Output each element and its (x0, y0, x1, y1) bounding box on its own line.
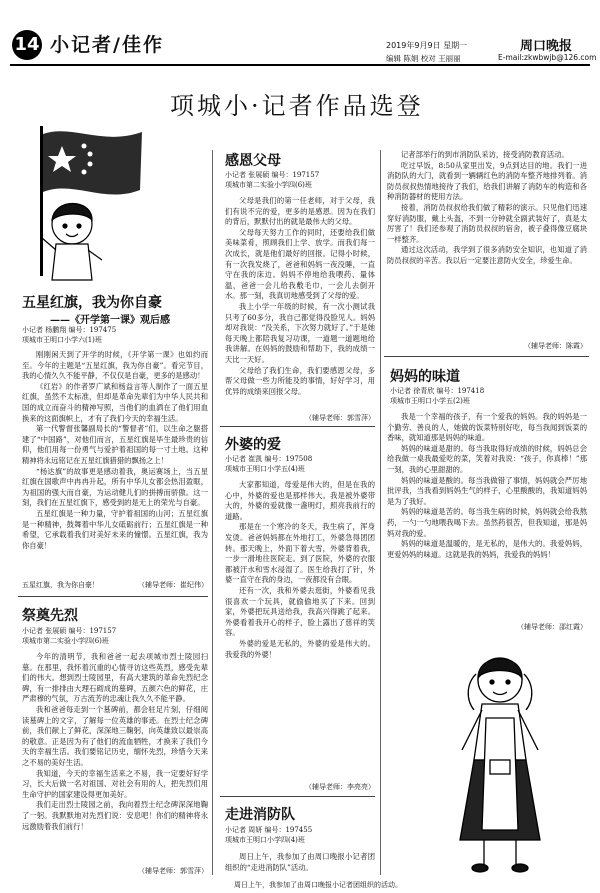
article-author: 小记者 张展硕 编号：197157 (22, 627, 117, 635)
paragraph: “杨达旗”的故事更是感动着我，奥运赛场上，当五星红旗在国歌声中冉冉升起，所有中华儿女都会热泪盈眶，为祖国的强大而自豪，为运动健儿们的拼搏而骄傲。这一刻，我们在五星红旗下，感受到的是无上的荣光与自豪。 (22, 466, 208, 508)
article-title: 走进消防队 (225, 807, 295, 823)
paragraph: 通过这次活动，我学到了很多消防安全知识，也知道了消防员叔叔的辛苦。我以后一定要注意防火安全，珍爱生命。 (387, 245, 587, 265)
paragraph: 大家都知道，母爱是伟大的，但是在我的心中，外婆的爱也是那样伟大。我是被外婆带大的，外婆的爱就像一盏明灯，照亮我前行的道路。 (225, 480, 375, 521)
issue-date: 2019年9月9日 星期一 (386, 41, 468, 50)
article-separator (384, 356, 589, 357)
paragraph: 妈妈的味道是酸的。每当我做错了事情，妈妈就会严厉地批评我，当我看到妈妈生气的样子，心里酸酸的，我知道妈妈是为了我好。 (387, 475, 587, 506)
section-title: 小记者/佳作 (50, 34, 164, 56)
article-body (225, 480, 375, 780)
paragraph: 父母是我们的第一任老师，对于父母，我们有说不完的爱，更多的是感恩。因为在我们的背后，默默付出的就是最伟大的父母。 (225, 196, 375, 227)
article-author: 小记者 周妍 编号：197455 (225, 826, 313, 834)
article-school: 项城市第二实验小学四(6)班 (225, 181, 312, 189)
article-body (22, 350, 208, 577)
advisor-note: （辅导老师：郭雪萍） (138, 867, 208, 875)
apron-girl-illustration (440, 640, 560, 875)
girl-figure (42, 204, 102, 281)
paragraph: 我是一个幸福的孩子，有一个爱我的妈妈。我的妈妈是一个勤劳、善良的人，她做的饭菜特别好吃，每当我闻到饭菜的香味，就知道那是妈妈的味道。 (387, 412, 587, 443)
paragraph: 记者部举行的到市消防队采访，接受消防教育活动。 (401, 150, 569, 159)
article-author: 小记者 崔凯 编号：197508 (225, 455, 313, 463)
article-school: 项城市王明口小学六(1)班 (22, 336, 102, 344)
paragraph: 还有一次，我和外婆去逛街，外婆看见我很喜欢一个玩具，就偷偷地买了下来。回到家，外婆把玩具送给我，我高兴得跳了起来。外婆看着我开心的样子，脸上露出了慈祥的笑容。 (225, 585, 375, 638)
article-subtitle: ——《开学第一课》观后感 (50, 315, 170, 326)
paragraph: 外婆的爱是无私的，外婆的爱是伟大的。我爱我的外婆！ (225, 638, 375, 659)
page-number-badge: 14 (12, 30, 42, 60)
paragraph: 五星红旗是一种力量，守护着祖国的山河；五星红旗是一种精神，鼓舞着中华儿女砥砺前行；五星红旗是一种希望，它承载着我们对美好未来的憧憬。五星红旗，我为你自豪！ (22, 508, 208, 550)
paragraph: 我和爸爸每走到一个墓碑前，都会驻足片刻，仔细阅读墓碑上的文字，了解每一位英雄的事迹。在烈士纪念碑前，我们献上了鲜花，深深地三鞠躬，向英雄致以最崇高的敬意。正是因为有了他们的流血牺牲，才换来了我们今天的幸福生活。我们要铭记历史，缅怀先烈，珍惜今天来之不易的美好生活。 (22, 704, 208, 767)
article-author: 小记者 杨鹏翔 编号：197475 (22, 326, 117, 334)
paragraph: 《红岩》的作者罗广斌和杨益言等人制作了一面五星红旗，虽然不太标准，但却是革命先辈们为中华人民共和国的成立而奋斗的精神写照，当他们的血洒在了他们用血换来的这面旗帜上，才有了我们今天的幸福生活。 (22, 381, 208, 423)
paragraph: 周日上午，我参加了由周口晚报小记者团组织的“走进消防队”活动。 (225, 852, 375, 872)
article-author: 小记者 徐青欣 编号：197418 (390, 387, 485, 395)
article-school: 项城市王明口小学五(2)班 (390, 397, 470, 405)
article-author: 小记者 张展硕 编号：197157 (225, 171, 320, 179)
paragraph: 今年的清明节，我和爸爸一起去项城市烈士陵园扫墓。在那里，我怀着沉重的心情寻访这些英烈，感受先辈们的伟大。想到烈士陵园里，有高大建筑的革命先烈纪念碑，有一排排由大理石砌成的墓碑，五颜六色的鲜花，庄严肃穆的气氛，万古流芳的忠魂让我久久不能平静。 (22, 652, 208, 704)
article-body (225, 196, 375, 411)
paragraph: 妈妈的味道是苦的。每当我生病的时候，妈妈就会给我熬药，一勺一勺地喂我喝下去。虽然药很苦，但我知道，那是妈妈对我的爱。 (387, 507, 587, 538)
paragraph: 我知道，今天的幸福生活来之不易，我一定要好好学习，长大后做一名对祖国、对社会有用的人，把先烈们用生命守护的国家建设得更加美好。 (22, 768, 208, 799)
paragraph: 父母给了我们生命，我们要感恩父母，多帮父母做一些力所能及的事情，好好学习，用优异的成绩来回报父母。 (225, 365, 375, 396)
article-school: 项城市第二实验小学四(6)班 (22, 637, 109, 645)
article-body (22, 652, 208, 864)
banner-title: 项城小·记者作品选登 (170, 92, 424, 120)
article-body (225, 852, 375, 874)
advisor-note: （辅导老师：邵红霞） (517, 623, 587, 631)
article-title: 五星红旗，我为你自豪 (22, 295, 162, 311)
footer-tail-text: 周日上午，我参加了由周口晚报小记者团组织的活动。 (234, 881, 402, 889)
editors-line: 编辑 陈娟 校对 王丽丽 (386, 54, 461, 63)
article-separator (220, 426, 375, 427)
email-line: E-mail:zkwbwjb@126.com (498, 53, 597, 62)
article-title: 妈妈的味道 (390, 369, 460, 385)
flag-girl-illustration (12, 120, 162, 290)
paragraph: 妈妈的味道是温暖的，是无私的，是伟大的。我爱妈妈，更爱妈妈的味道。这就是我的妈妈，我爱我的妈妈！ (387, 539, 587, 559)
column-divider (212, 150, 213, 875)
article-title: 外婆的爱 (225, 437, 281, 453)
article-title: 感恩父母 (225, 153, 281, 169)
advisor-note: （辅导老师：李亮亮） (305, 783, 375, 791)
paragraph: 我们走出烈士陵园之前，我向着烈士纪念碑深深地鞠了一躬。我默默地对先烈们说：安息吧！你们的精神将永远激励着我们前行！ (22, 800, 208, 831)
advisor-note: （辅导老师：陈霞） (524, 342, 587, 350)
article-title: 祭奠先烈 (22, 608, 78, 624)
article-separator (18, 596, 208, 597)
paper-masthead: 周口晚报 (520, 39, 573, 54)
advisor-note: （辅导老师：郭雪萍） (305, 414, 375, 422)
paragraph: 刚刚闲天到了开学的时候，《开学第一课》也如约而至。今年的主题是“五星红旗，我为你自豪”。看完节目，我的心情久久不能平静，不仅仅是自豪，更多的是感动！ (22, 350, 208, 381)
paragraph: 吃过早饭，8:50从家里出发，9点到达目的地。我们一进消防队的大门，就看到一辆辆红色的消防车整齐地排列着。消防员叔叔热情地接待了我们，给我们讲解了消防车的构造和各种消防器材的使用方法。 (387, 160, 587, 202)
paragraph: 妈妈的味道是甜的。每当我取得好成绩的时候，妈妈总会给我做一桌我最爱吃的菜，笑着对我说：“孩子，你真棒！”那一刻，我的心里甜甜的。 (387, 443, 587, 474)
article-school: 项城市王明口小学四(4)班 (225, 836, 305, 844)
paragraph: 那是在一个寒冷的冬天，我生病了，浑身发烫。爸爸妈妈都在外地打工，外婆急得团团转。那天晚上，外面下着大雪，外婆背着我，一步一滑地往医院走。到了医院，外婆的衣服都被汗水和雪水浸湿了。医生给我打了针，外婆一直守在我的身边，一夜都没有合眼。 (225, 522, 375, 585)
article-body (387, 150, 587, 340)
paragraph: 第一代警督张馨副局长的“警督者”们，以生命之躯搭建了“中国路”，对他们而言，五星红旗是毕生最珍贵的信仰，他们用每一份勇气与爱护着祖国的每一寸土地。这种精神将永远铭记在五星红旗猎猎的飘扬之上！ (22, 424, 208, 465)
column-divider (380, 150, 381, 875)
article-body (387, 412, 587, 620)
article-separator (220, 796, 375, 797)
header-rule (10, 64, 590, 66)
paragraph: 我上小学一年级的时候，有一次小测试我只考了60多分，我自己都觉得没脸见人。妈妈却对我说：“没关系，下次努力就好了。”于是她每天晚上都陪我复习功课，一道题一道题地给我讲解。在妈妈的鼓励和帮助下，我的成绩一天比一天好。 (225, 301, 375, 364)
article-school: 项城市王明口小学五(4)班 (225, 465, 305, 473)
paragraph: 接着，消防员叔叔给我们做了精彩的演示。只见他们迅速穿好消防服，戴上头盔，不到一分钟就全副武装好了，真是太厉害了！我们还参观了消防员叔叔的宿舍，被子叠得像豆腐块一样整齐。 (387, 202, 587, 244)
paragraph: 父母每天努力工作的同时，还要给我们做美味菜肴，照顾我们上学、放学。而我们每一次成长，就是他们最好的回报。记得小时候，有一次我发烧了，爸爸和妈妈一夜没睡，一直守在我的床边。妈妈不停地给我喂药、量体温，爸爸一会儿给我敷毛巾，一会儿去倒开水。那一刻，我真切地感受到了父母的爱。 (225, 227, 375, 301)
article-end-line: 五星红旗，我为你自豪！ (22, 581, 99, 589)
advisor-note: （辅导老师：崔纪伟） (138, 581, 208, 589)
